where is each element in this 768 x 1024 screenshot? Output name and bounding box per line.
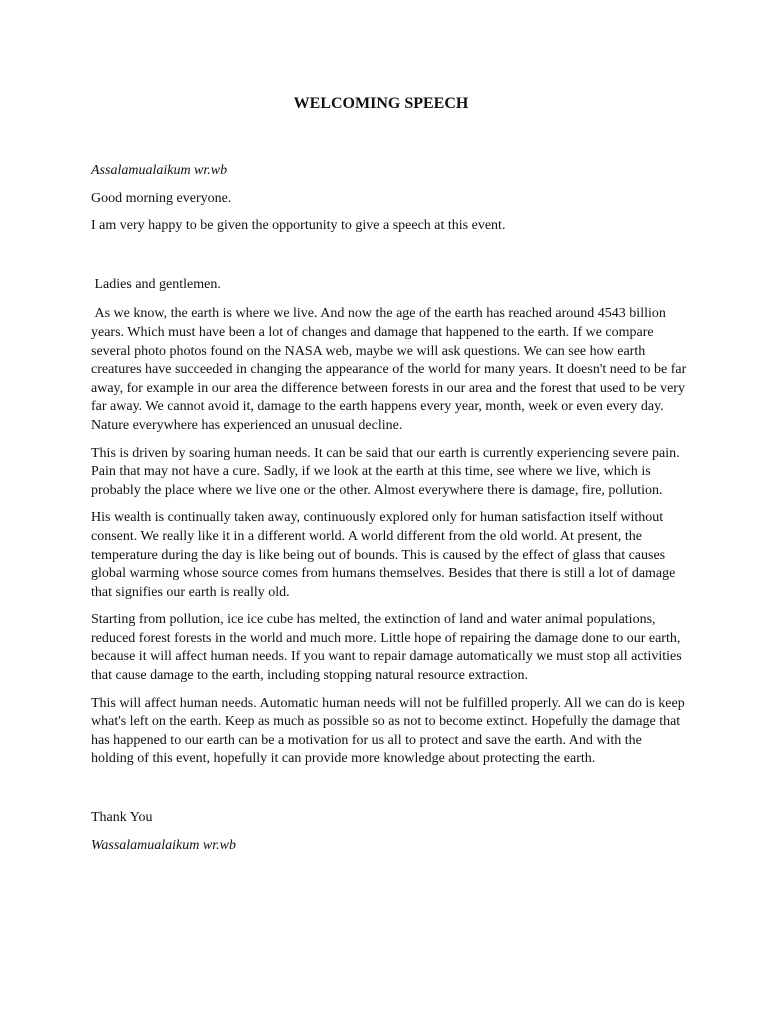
address-text: Ladies and gentlemen.	[94, 276, 221, 292]
greeting: Assalamualaikum wr.wb	[91, 163, 228, 178]
opening-line-1: Good morning everyone.	[91, 190, 232, 206]
paragraph-3: His wealth is continually taken away, continuously explored only for human satisfaction itself without consent. We really like it in a different world. A world different from the old world. At present, the temperature during the day is like being out of bounds. This is caused by the effect of glass that causes global warming whose source comes from humans themselves. Besides that there is still a lot of damage that signifies our earth is really old.	[91, 510, 676, 600]
document-body	[91, 94, 687, 864]
paragraph-2: This is driven by soaring human needs. It can be said that our earth is currently experiencing severe pain. Pain that may not have a cure. Sadly, if we look at the earth at this time, see where we live, which is probably the place where we live one or the other. Almost everywhere there is damage, fire, pollution.	[91, 445, 680, 498]
paragraph-1	[91, 305, 687, 435]
thanks-line: Thank You	[91, 810, 153, 826]
paragraph-1-text: As we know, the earth is where we live. And now the age of the earth has reached around 4543 billion years. Which must have been a lot of changes and damage that happened to the earth. If we compare several photo photos found on the NASA web, maybe we will ask questions. We can see how earth creatures have succeeded in changing the appearance of the world for many years. It doesn't need to be far away, for example in our area the difference between forests in our area and the forest that used to be very far away. We cannot avoid it, damage to the earth happens every year, month, week or even every day. Nature everywhere has experienced an unusual decline.	[91, 306, 687, 433]
paragraph-5: This will affect human needs. Automatic human needs will not be fulfilled properly. All we can do is keep what's left on the earth. Keep as much as possible so as not to become extinct. Hopefully the damage that has happened to our earth can be a motivation for us all to protect and save the earth. And with the holding of this event, hopefully it can provide more knowledge about protecting the earth.	[91, 695, 685, 767]
document-title: WELCOMING SPEECH	[293, 95, 469, 112]
opening-line-2: I am very happy to be given the opportunity to give a speech at this event.	[91, 218, 506, 234]
farewell-line: Wassalamualaikum wr.wb	[91, 837, 236, 853]
address-line	[91, 276, 687, 295]
paragraph-4: Starting from pollution, ice ice cube has melted, the extinction of land and water animal populations, reduced forest forests in the world and much more. Little hope of repairing the damage done to our earth, because it will affect human needs. If you want to repair damage automatically we must stop all activities that cause damage to the earth, including stopping natural resource extraction.	[91, 612, 682, 684]
